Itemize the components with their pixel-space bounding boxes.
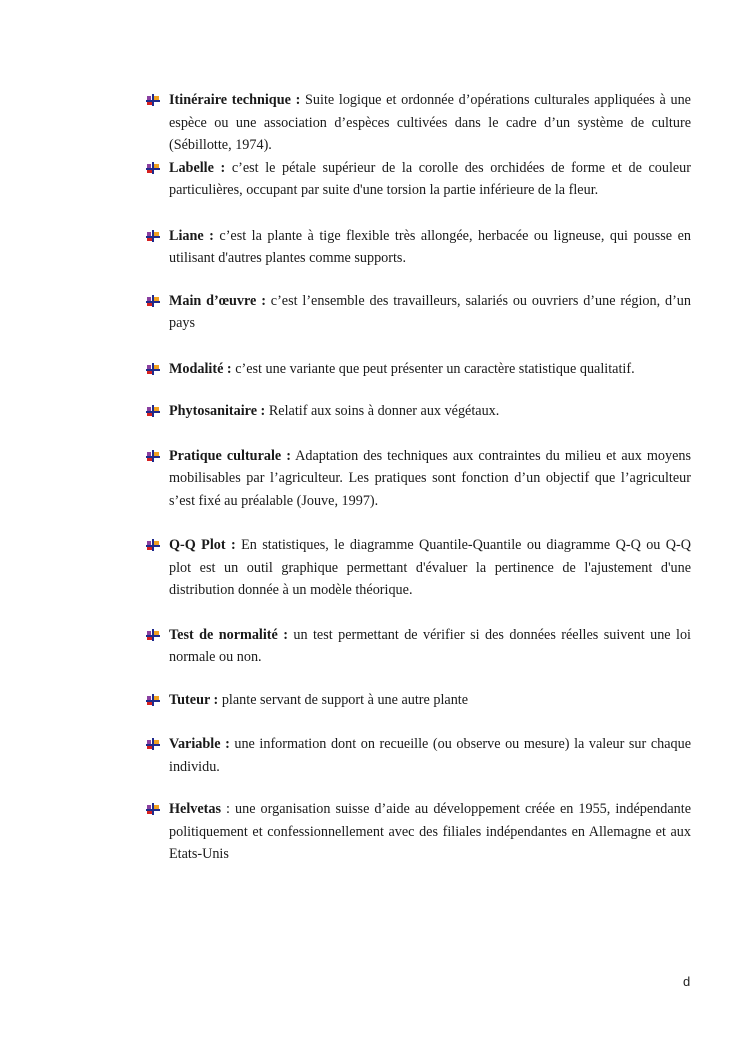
glossary-entry [146,225,691,270]
glossary-entry [146,534,691,602]
arrow-bullet-icon [146,230,160,242]
glossary-definition: Relatif aux soins à donner aux végétaux. [265,403,500,419]
glossary-entry [146,400,691,423]
glossary-definition: plante servant de support à une autre plante [218,691,469,708]
glossary-term: Labelle : [169,159,226,176]
glossary-entry [146,733,691,778]
arrow-bullet-icon [146,295,160,307]
glossary-term: Liane : [169,227,214,244]
glossary-entry [146,290,691,335]
page-number: d [683,974,691,989]
arrow-bullet-icon [146,450,160,462]
glossary-term: Main d’œuvre : [169,292,266,309]
glossary-term: Phytosanitaire : [169,403,266,419]
arrow-bullet-icon [146,94,160,106]
glossary-term: Test de normalité : [169,626,288,643]
glossary-definition: c’est le pétale supérieur de la corolle des orchidées de forme et de couleur particulières, occupant par suite d'une torsion la partie inférieure de la fleur. [169,159,691,198]
glossary-definition: : une organisation suisse d’aide au développement créée en 1955, indépendante politiquement et confessionnellement avec des filiales indépendantes en Allemagne et aux Etats-Unis [169,801,691,862]
glossary-term: Pratique culturale : [169,447,291,464]
glossary-definition: Adaptation des techniques aux contraintes du milieu et aux moyens mobilisables par l’agriculteur. Les pratiques sont fonction d’un objectif que l’agriculteur s’est fixé au préalable (Jouve, 1997). [169,447,691,509]
arrow-bullet-icon [146,694,160,706]
glossary-term: Q-Q Plot : [169,537,236,553]
glossary-entry [146,358,691,381]
glossary-term: Itinéraire technique : [169,92,301,108]
arrow-bullet-icon [146,363,160,375]
glossary-term: Helvetas [169,801,222,817]
arrow-bullet-icon [146,539,160,551]
glossary-definition: c’est l’ensemble des travailleurs, salariés ou ouvriers d’une région, d’un pays [169,292,691,331]
glossary-definition: un test permettant de vérifier si des données réelles suivent une loi normale ou non. [169,626,691,665]
arrow-bullet-icon [146,803,160,815]
glossary-entry [146,157,691,202]
glossary-entry [146,89,691,157]
glossary-definition: c’est une variante que peut présenter un caractère statistique qualitatif. [231,360,635,377]
glossary-entry [146,445,691,513]
glossary-definition: En statistiques, le diagramme Quantile-Quantile ou diagramme Q-Q ou Q-Q plot est un outil graphique permettant d'évaluer la pertinence de l'ajustement d'une distribution donnée à un modèle théorique. [169,537,691,598]
glossary-entry [146,798,691,866]
glossary-definition: une information dont on recueille (ou observe ou mesure) la valeur sur chaque individu. [169,736,691,775]
glossary-entry [146,624,691,669]
arrow-bullet-icon [146,629,160,641]
arrow-bullet-icon [146,405,160,417]
glossary-term: Variable : [169,736,230,752]
glossary-list [146,89,691,866]
arrow-bullet-icon [146,738,160,750]
glossary-definition: Suite logique et ordonnée d’opérations culturales appliquées à une espèce ou une association d’espèces cultivées dans le cadre d’un système de culture (Sébillotte, 1974). [169,92,691,153]
arrow-bullet-icon [146,162,160,174]
glossary-term: Modalité : [169,360,232,377]
glossary-term: Tuteur : [169,691,219,708]
glossary-entry [146,689,691,712]
glossary-definition: c’est la plante à tige flexible très allongée, herbacée ou ligneuse, qui pousse en utilisant d'autres plantes comme supports. [169,227,691,266]
